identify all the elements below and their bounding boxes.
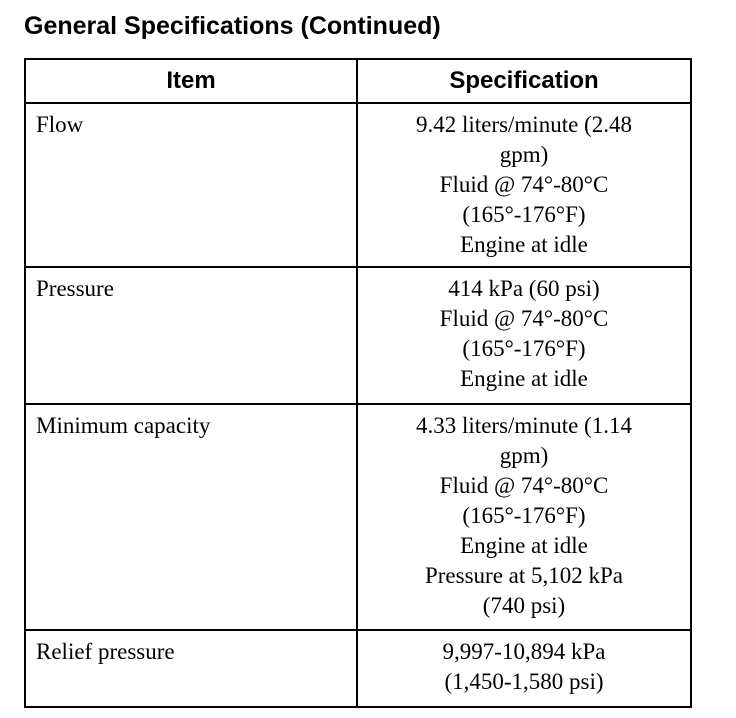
spec-line: Engine at idle xyxy=(460,366,588,391)
header-specification: Specification xyxy=(357,59,691,103)
table-row-relief-pressure xyxy=(25,630,691,707)
spec-line: Engine at idle xyxy=(460,232,588,257)
item-cell: Pressure xyxy=(25,267,357,404)
spec-line: (165°-176°F) xyxy=(462,202,586,227)
specification-cell xyxy=(357,103,691,267)
spec-line: Pressure at 5,102 kPa xyxy=(424,563,624,588)
spec-line: (165°-176°F) xyxy=(462,336,586,361)
table-header-row xyxy=(25,59,691,103)
spec-line: gpm) xyxy=(499,443,549,468)
table-row-flow xyxy=(25,103,691,267)
spec-line: Fluid @ 74°-80°C xyxy=(439,306,609,331)
item-cell: Relief pressure xyxy=(25,630,357,707)
specification-cell xyxy=(357,267,691,404)
spec-line: Fluid @ 74°-80°C xyxy=(439,473,609,498)
spec-line: 4.33 liters/minute (1.14 xyxy=(416,413,632,438)
spec-line: 9,997-10,894 kPa xyxy=(442,639,606,664)
table-row-minimum-capacity xyxy=(25,404,691,630)
specification-cell xyxy=(357,630,691,707)
spec-line: (740 psi) xyxy=(482,593,566,618)
item-cell: Minimum capacity xyxy=(25,404,357,630)
spec-line: (1,450-1,580 psi) xyxy=(444,669,604,694)
spec-line: gpm) xyxy=(499,142,549,167)
page-title: General Specifications (Continued) xyxy=(24,12,441,40)
item-cell: Flow xyxy=(25,103,357,267)
table-row-pressure xyxy=(25,267,691,404)
spec-line: Engine at idle xyxy=(460,533,588,558)
spec-line: 414 kPa (60 psi) xyxy=(448,276,600,301)
spec-line: Fluid @ 74°-80°C xyxy=(439,172,609,197)
spec-line: 9.42 liters/minute (2.48 xyxy=(416,112,632,137)
header-item: Item xyxy=(25,59,357,103)
spec-line: (165°-176°F) xyxy=(462,503,586,528)
specifications-table xyxy=(24,58,692,708)
specification-cell xyxy=(357,404,691,630)
